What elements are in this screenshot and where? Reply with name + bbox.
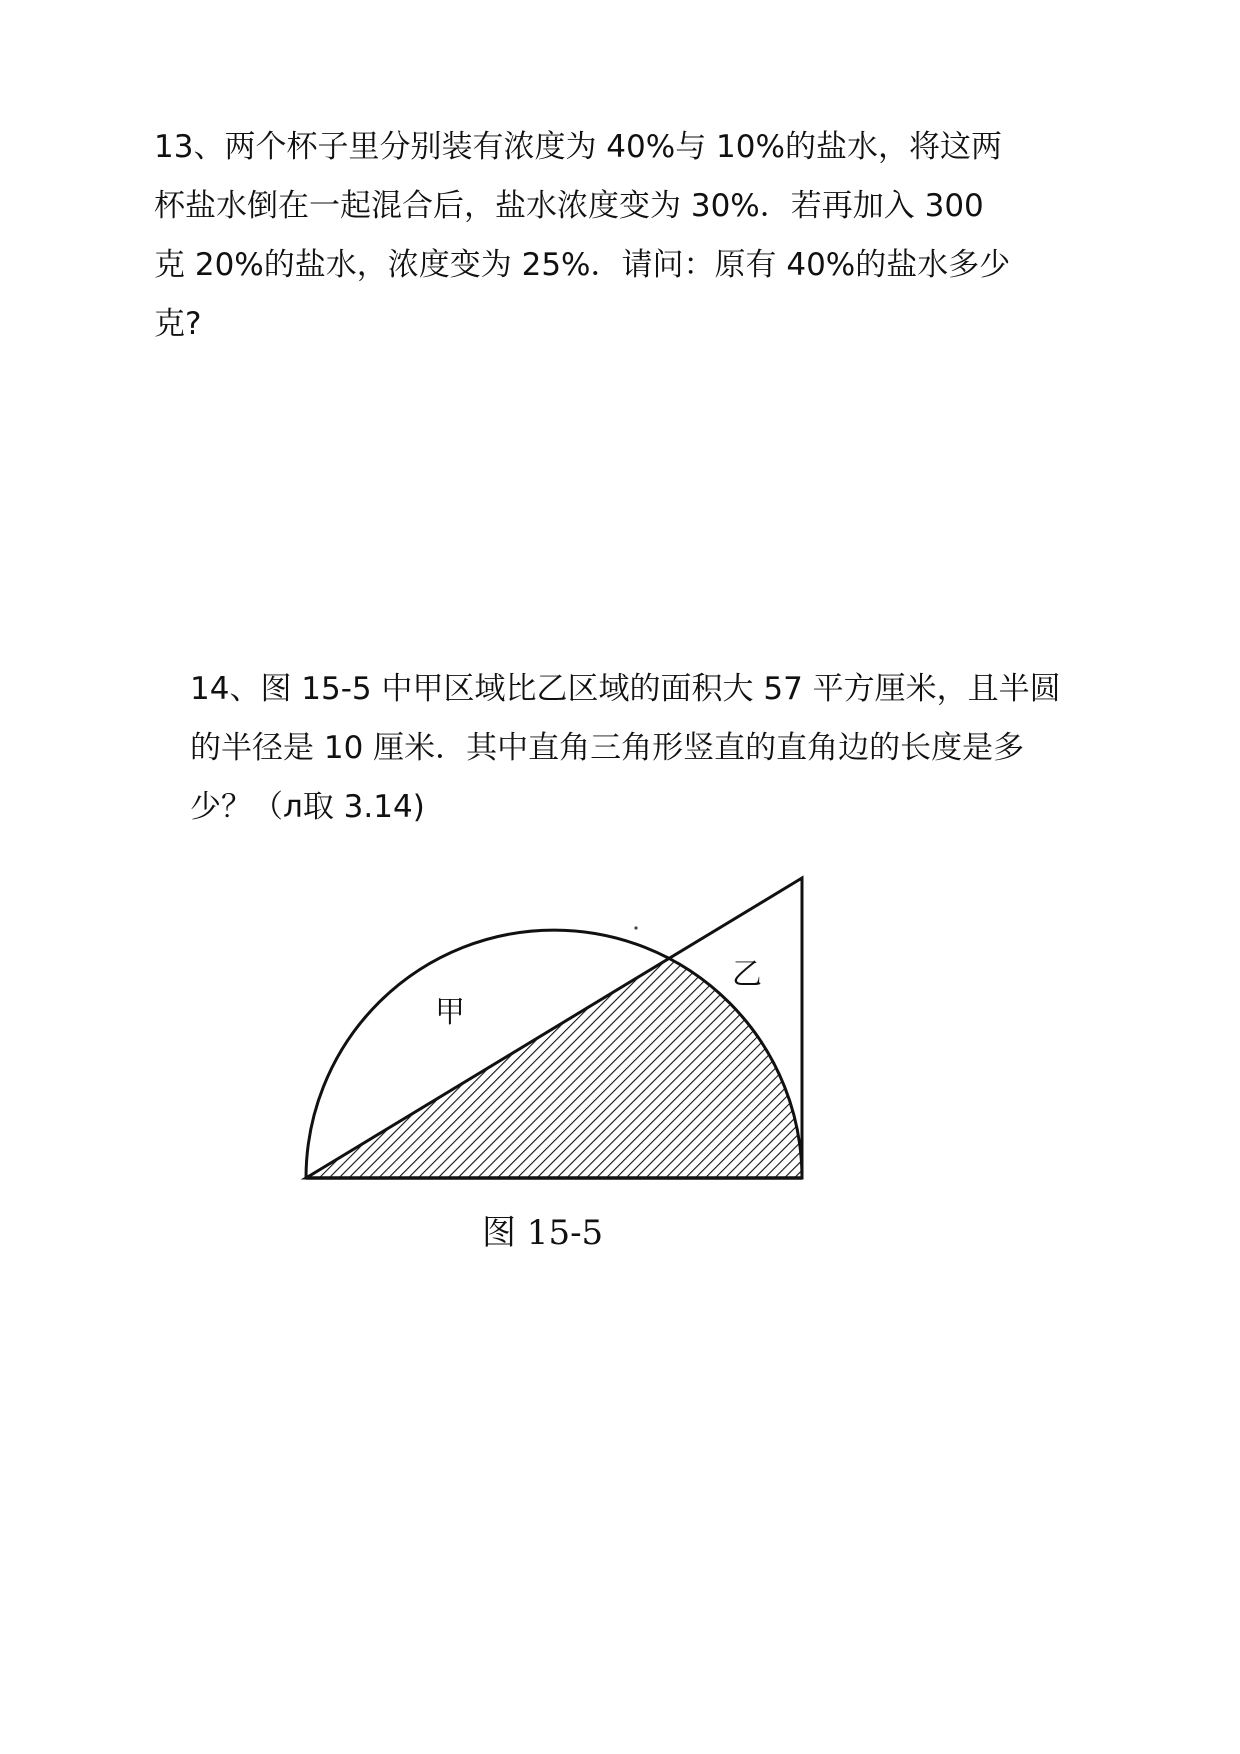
problem-14-line: 14、图 15-5 中甲区域比乙区域的面积大 57 平方厘米，且半圆 <box>190 671 1061 707</box>
problem-13-line: 杯盐水倒在一起混合后，盐水浓度变为 30%．若再加入 300 <box>154 188 984 224</box>
problem-14-line: 少？（л取 3.14) <box>190 789 425 825</box>
problem-14 <box>190 660 1070 837</box>
label-jia: 甲 <box>435 995 465 1030</box>
label-yi: 乙 <box>732 957 762 992</box>
figure-caption: 图 15-5 <box>482 1213 604 1253</box>
dot-mark <box>634 926 637 929</box>
geometry-diagram <box>280 860 840 1260</box>
problem-13 <box>154 118 1074 354</box>
problem-13-line: 克? <box>154 306 202 342</box>
problem-13-line: 13、两个杯子里分别装有浓度为 40%与 10%的盐水，将这两 <box>154 129 1002 165</box>
figure-15-5 <box>280 860 840 1260</box>
problem-13-line: 克 20%的盐水，浓度变为 25%．请问：原有 40%的盐水多少 <box>154 247 1011 283</box>
problem-14-line: 的半径是 10 厘米．其中直角三角形竖直的直角边的长度是多 <box>190 730 1025 766</box>
